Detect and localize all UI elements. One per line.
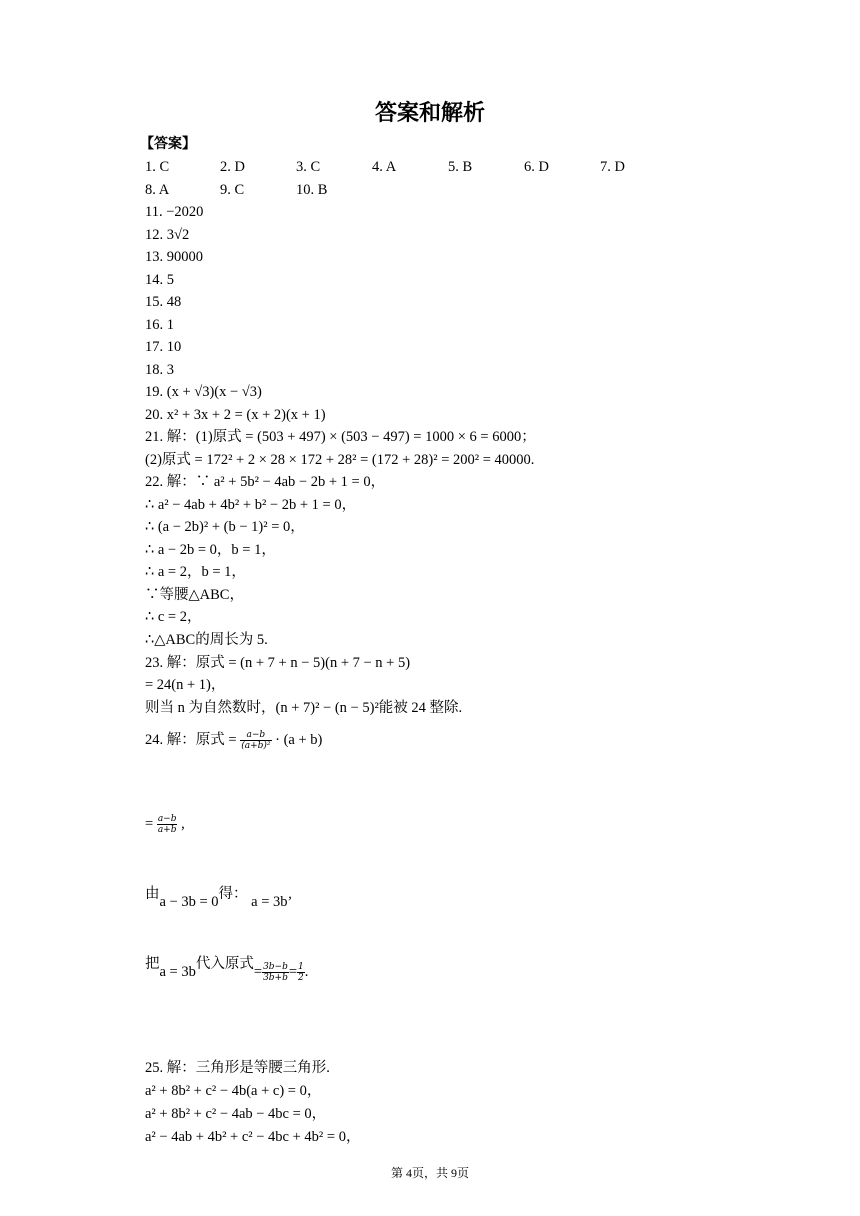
period: . xyxy=(304,964,309,980)
choice-9: 9. C xyxy=(220,182,245,198)
apostrophe: ’ xyxy=(287,894,293,910)
equation-condition: a − 3b = 0 xyxy=(159,894,219,910)
answer-23-line1: 23. 解：原式 = (n + 7 + n − 5)(n + 7 − n + 5) xyxy=(145,655,411,671)
answer-24-suffix: · (a + b) xyxy=(275,732,323,748)
choice-4: 4. A xyxy=(372,159,397,175)
answer-17: 17. 10 xyxy=(145,339,182,355)
choice-10: 10. B xyxy=(296,182,328,198)
answer-22-line7: ∴ c = 2， xyxy=(145,609,202,625)
fraction-denominator: (a+b)² xyxy=(241,741,271,752)
answer-24-line4 xyxy=(145,954,309,984)
answer-21-part1: 21. 解：(1)原式 = (503 + 497) × (503 − 497) = 1000 × 6 = 6000； xyxy=(145,429,536,445)
answer-13: 13. 90000 xyxy=(145,249,203,265)
choice-2: 2. D xyxy=(220,159,245,175)
answer-25-line2: a² + 8b² + c² − 4b(a + c) = 0， xyxy=(145,1083,322,1099)
answer-22-line8: ∴△ABC的周长为 5. xyxy=(145,632,268,648)
answer-23-line2: = 24(n + 1)， xyxy=(145,677,226,693)
equals-sign: = xyxy=(145,816,154,832)
page-title: 答案和解析 xyxy=(374,101,485,126)
text-ba: 把 xyxy=(145,956,160,972)
answer-25-line4: a² − 4ab + 4b² + c² − 4bc + 4b² = 0， xyxy=(145,1129,361,1145)
answer-22-line6: ∵等腰△ABC， xyxy=(145,587,244,603)
fraction-numerator: 3b−b xyxy=(263,962,288,973)
choice-7: 7. D xyxy=(600,159,625,175)
answer-25-line1: 25. 解：三角形是等腰三角形. xyxy=(145,1060,330,1076)
answer-16: 16. 1 xyxy=(145,317,174,333)
comma: , xyxy=(181,816,185,832)
answer-15: 15. 48 xyxy=(145,294,182,310)
fraction xyxy=(262,962,289,983)
answer-22-line4: ∴ a − 2b = 0，b = 1， xyxy=(145,542,276,558)
fraction-denominator: 3b+b xyxy=(263,973,288,984)
fraction-denominator: a+b xyxy=(157,825,177,836)
answer-24-line1 xyxy=(145,730,322,751)
equals-sign: = xyxy=(253,964,263,980)
answer-11: 11. −2020 xyxy=(145,204,204,220)
answer-22-line5: ∴ a = 2，b = 1， xyxy=(145,564,246,580)
answer-24-line3 xyxy=(145,884,293,910)
answer-19: 19. (x + √3)(x − √3) xyxy=(145,384,262,400)
answer-21-part2: (2)原式 = 172² + 2 × 28 × 172 + 28² = (172 + 28)² = 200² = 40000. xyxy=(145,452,535,468)
fraction-numerator: a−b xyxy=(157,814,177,825)
answer-25-line3: a² + 8b² + c² − 4ab − 4bc = 0， xyxy=(145,1106,327,1122)
answer-22-line3: ∴ (a − 2b)² + (b − 1)² = 0， xyxy=(145,519,305,535)
choice-6: 6. D xyxy=(524,159,549,175)
choice-8: 8. A xyxy=(145,182,170,198)
text-you: 由 xyxy=(145,886,160,902)
answer-24-prefix: 24. 解：原式 = xyxy=(145,732,237,748)
text-de: 得： xyxy=(218,886,248,902)
choice-5: 5. B xyxy=(448,159,473,175)
equation-substitute: a = 3b xyxy=(159,964,196,980)
fraction-numerator: a−b xyxy=(240,730,271,741)
answer-12: 12. 3√2 xyxy=(145,227,190,243)
equals-sign: = xyxy=(288,964,298,980)
fraction xyxy=(297,962,305,983)
text-substitute: 代入原式 xyxy=(195,956,254,972)
choice-1: 1. C xyxy=(145,159,170,175)
answer-20: 20. x² + 3x + 2 = (x + 2)(x + 1) xyxy=(145,407,326,423)
fraction-numerator: 1 xyxy=(298,962,304,973)
fraction xyxy=(157,814,178,835)
fraction xyxy=(240,730,271,751)
equation-result: a = 3b xyxy=(251,894,288,910)
answer-22-line2: ∴ a² − 4ab + 4b² + b² − 2b + 1 = 0， xyxy=(145,497,357,513)
page-footer: 第 4页，共 9页 xyxy=(390,1166,469,1180)
answer-18: 18. 3 xyxy=(145,362,174,378)
answer-22-line1: 22. 解：∵ a² + 5b² − 4ab − 2b + 1 = 0， xyxy=(145,474,386,490)
answer-14: 14. 5 xyxy=(145,272,174,288)
choice-3: 3. C xyxy=(296,159,321,175)
answer-header: 【答案】 xyxy=(140,136,196,152)
answer-24-line2 xyxy=(145,814,185,835)
fraction-denominator: 2 xyxy=(298,973,304,984)
answer-23-line3: 则当 n 为自然数时，(n + 7)² − (n − 5)²能被 24 整除. xyxy=(145,700,463,716)
